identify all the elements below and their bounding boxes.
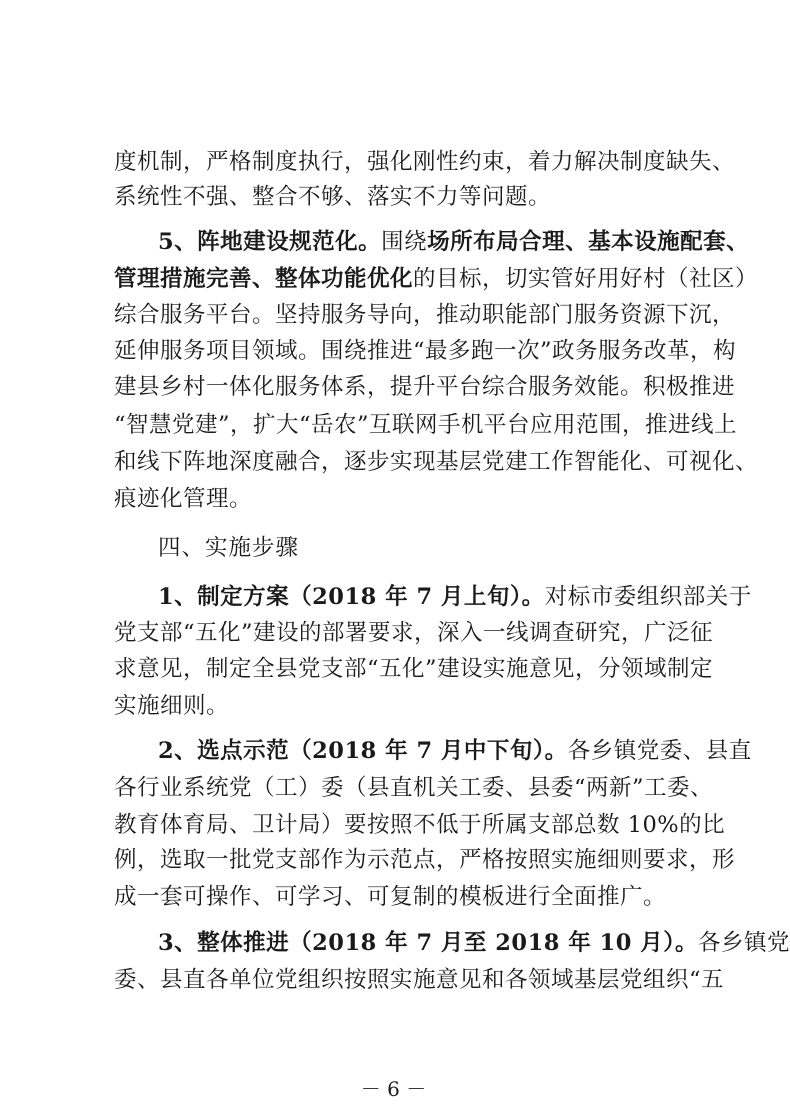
paragraph-line bbox=[114, 370, 736, 404]
paragraph-line bbox=[114, 262, 759, 296]
line-text: 和线下阵地深度融合，逐步实现基层党建工作智能化、可视化、 bbox=[114, 449, 759, 475]
bold-heading-text: 场所布局合理、基本设施配套、 bbox=[427, 229, 750, 255]
bold-step-text: 1、制定方案（2018 年 7 月上旬）。 bbox=[158, 584, 545, 610]
line-text: 求意见，制定全县党支部“五化”建设实施意见，分领域制定 bbox=[114, 656, 714, 682]
line-text: 各行业系统党（工）委（县直机关工委、县委“两新”工委、 bbox=[114, 775, 714, 801]
line-text: 痕迹化管理。 bbox=[114, 486, 253, 512]
paragraph-line bbox=[114, 652, 714, 686]
paragraph-line bbox=[114, 445, 759, 479]
line-text: 建县乡村一体化服务体系，提升平台综合服务效能。积极推进 bbox=[114, 374, 736, 400]
line-text: 教育体育局、卫计局）要按照不低于所属支部总数 10%的比 bbox=[114, 812, 726, 838]
line-text: “智慧党建”，扩大“岳农”互联网手机平台应用范围，推进线上 bbox=[114, 412, 738, 438]
line-text: 延伸服务项目领域。围绕推进“最多跑一次”政务服务改革，构 bbox=[114, 338, 737, 364]
paragraph-line bbox=[114, 771, 714, 805]
section-heading-line bbox=[158, 225, 750, 259]
line-text: 实施细则。 bbox=[114, 693, 230, 719]
paragraph-line bbox=[114, 808, 726, 842]
paragraph-line bbox=[114, 334, 737, 368]
page-number: － 6 － bbox=[360, 1077, 427, 1101]
paragraph-line bbox=[114, 298, 736, 332]
paragraph-line bbox=[114, 843, 736, 877]
step-heading-line bbox=[158, 734, 752, 768]
paragraph-line bbox=[114, 145, 736, 179]
bold-text: 管理措施完善、整体功能优化 bbox=[114, 266, 414, 292]
section-title-text: 四、实施步骤 bbox=[158, 535, 300, 561]
bold-step-text: 3、整体推进（2018 年 7 月至 2018 年 10 月）。 bbox=[158, 930, 698, 956]
line-text: 党支部“五化”建设的部署要求，深入一线调查研究，广泛征 bbox=[114, 620, 714, 646]
line-text: 成一套可操作、可学习、可复制的模板进行全面推广。 bbox=[114, 884, 667, 910]
line-text: 度机制，严格制度执行，强化刚性约束，着力解决制度缺失、 bbox=[114, 149, 736, 175]
step-heading-line bbox=[158, 580, 752, 614]
line-text: 各乡镇党委、县直 bbox=[567, 738, 752, 764]
paragraph-line bbox=[114, 408, 738, 442]
paragraph-line bbox=[114, 880, 684, 914]
line-text: 例，选取一批党支部作为示范点，严格按照实施细则要求，形 bbox=[114, 847, 736, 873]
bold-step-text: 2、选点示范（2018 年 7 月中下旬）。 bbox=[158, 738, 568, 764]
bold-heading-text: 5、阵地建设规范化。 bbox=[158, 229, 382, 255]
section-title bbox=[158, 531, 684, 565]
line-text: 各乡镇党 bbox=[697, 930, 790, 956]
line-text: 的目标，切实管好用好村（社区） bbox=[413, 266, 759, 292]
paragraph-line bbox=[114, 689, 684, 723]
step-heading-line bbox=[158, 926, 790, 960]
line-text: 系统性不强、整合不够、落实不力等问题。 bbox=[114, 184, 552, 210]
line-text: 对标市委组织部关于 bbox=[544, 584, 752, 610]
paragraph-line bbox=[114, 482, 684, 516]
paragraph-line bbox=[114, 616, 714, 650]
line-text: 综合服务平台。坚持服务导向，推动职能部门服务资源下沉， bbox=[114, 302, 736, 328]
line-text: 围绕 bbox=[381, 229, 428, 255]
line-text: 委、县直各单位党组织按照实施意见和各领域基层党组织“五 bbox=[114, 967, 725, 993]
paragraph-line bbox=[114, 180, 684, 214]
paragraph-line bbox=[114, 963, 725, 997]
